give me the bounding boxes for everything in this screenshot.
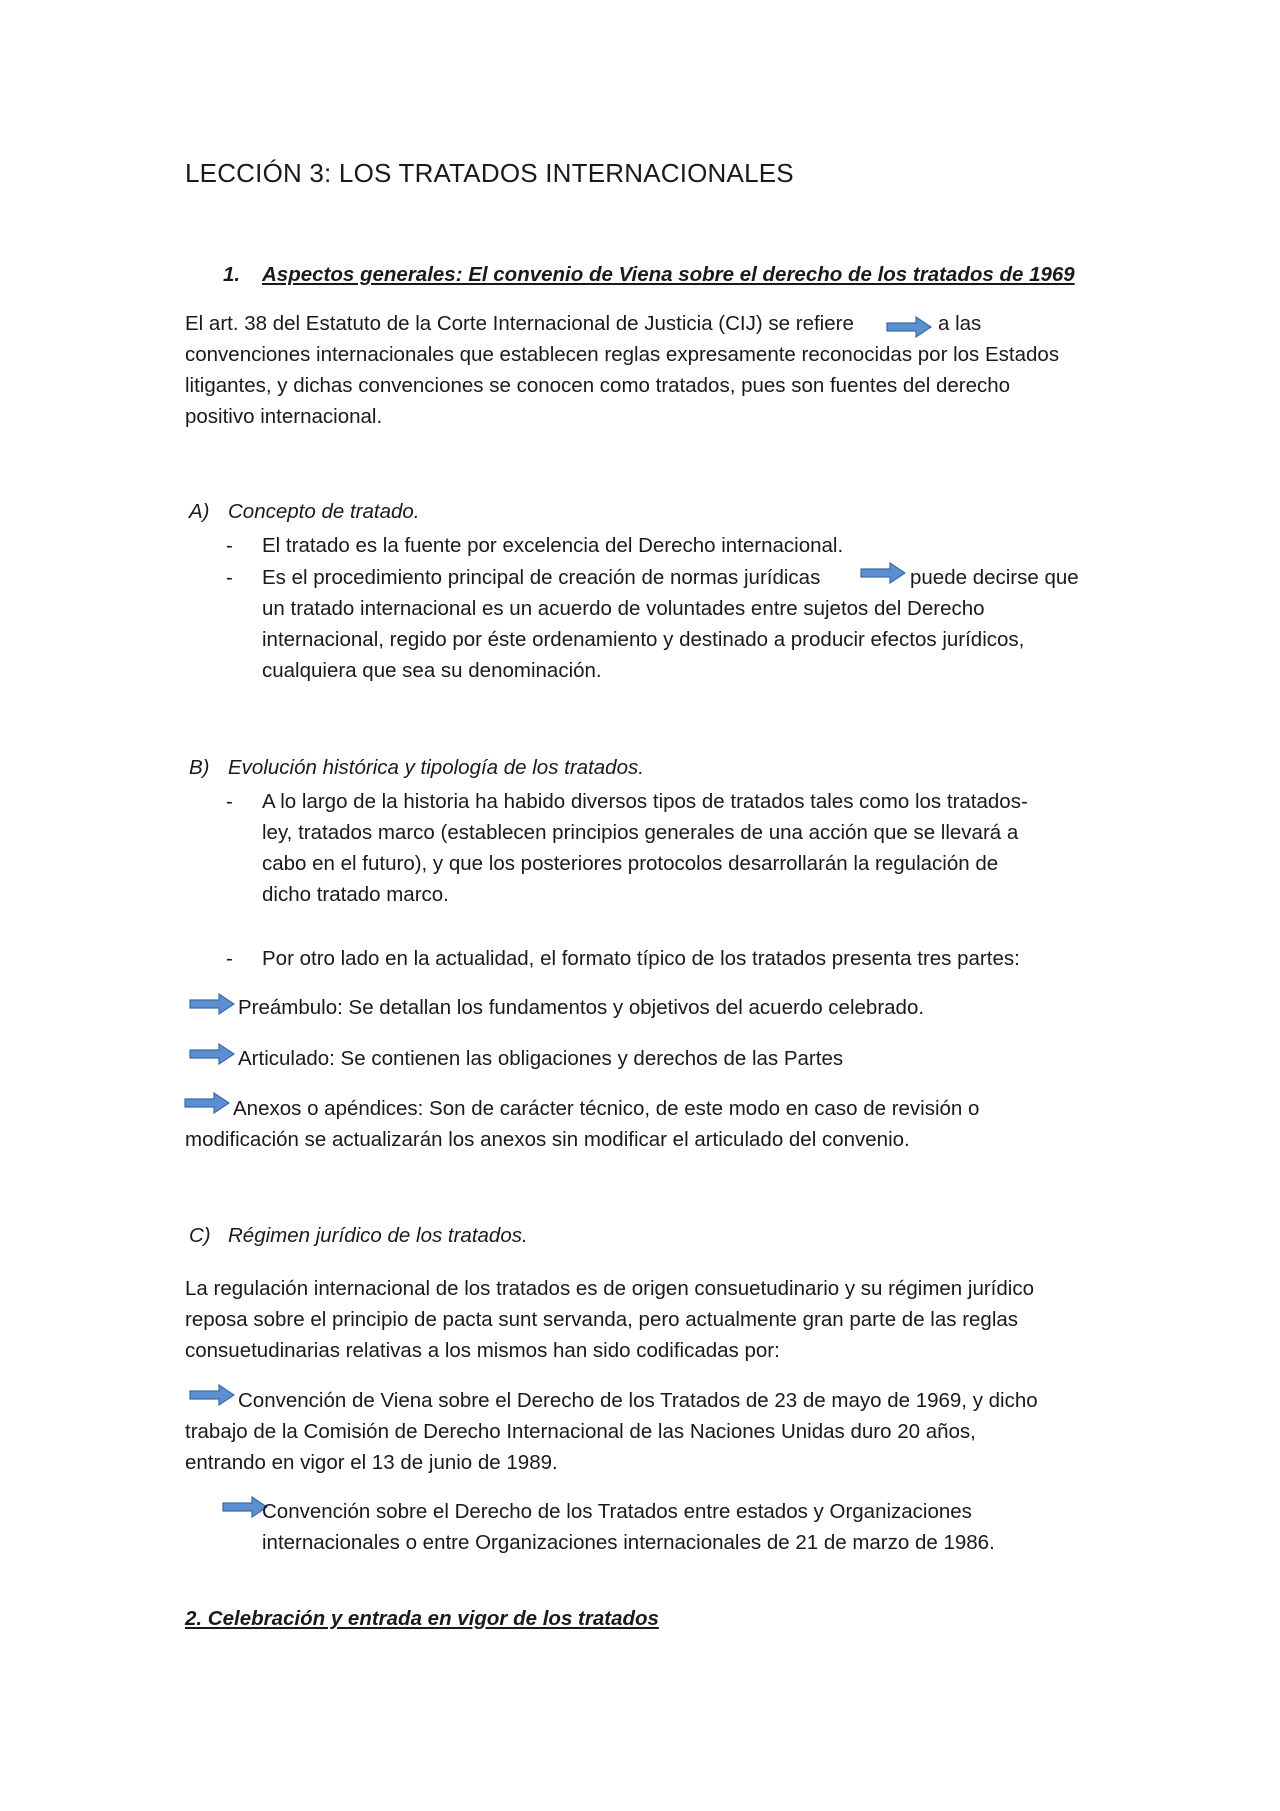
bullet-dash: - <box>226 947 233 970</box>
section-a-bullet-2-line-2: un tratado internacional es un acuerdo de voluntades entre sujetos del Derecho <box>262 597 985 620</box>
section-a-bullet-2-line-1b: puede decirse que <box>910 566 1079 589</box>
section-b-arrow-item-3-line-2: modificación se actualizarán los anexos sin modificar el articulado del convenio. <box>185 1128 910 1151</box>
arrow-right-icon <box>886 316 932 338</box>
arrow-right-icon <box>189 1384 235 1406</box>
section-a-bullet-2-line-4: cualquiera que sea su denominación. <box>262 659 602 682</box>
section-1-number: 1. <box>223 263 241 286</box>
section-c-arrow-item-1-line-3: entrando en vigor el 13 de junio de 1989. <box>185 1451 558 1474</box>
section-a-marker: A) <box>189 500 210 523</box>
arrow-right-icon <box>189 1043 235 1065</box>
page-title: LECCIÓN 3: LOS TRATADOS INTERNACIONALES <box>185 158 794 188</box>
section-b-arrow-item-3-line-1: Anexos o apéndices: Son de carácter técnico, de este modo en caso de revisión o <box>233 1097 980 1120</box>
section-c-para-line-1: La regulación internacional de los tratados es de origen consuetudinario y su régimen jurídico <box>185 1277 1034 1300</box>
section-b-bullet-2: Por otro lado en la actualidad, el formato típico de los tratados presenta tres partes: <box>262 947 1020 970</box>
section-b-bullet-1-line-2: ley, tratados marco (establecen principios generales de una acción que se llevará a <box>262 821 1019 844</box>
section-c-marker: C) <box>189 1224 211 1247</box>
section-a-heading: Concepto de tratado. <box>228 500 420 523</box>
section-c-para-line-2: reposa sobre el principio de pacta sunt servanda, pero actualmente gran parte de las reglas <box>185 1308 1019 1331</box>
section-c-arrow-item-1-line-2: trabajo de la Comisión de Derecho Internacional de las Naciones Unidas duro 20 años, <box>185 1420 976 1443</box>
arrow-right-icon <box>189 993 235 1015</box>
section-b-heading: Evolución histórica y tipología de los tratados. <box>228 756 644 779</box>
section-c-arrow-item-2-line-1: Convención sobre el Derecho de los Tratados entre estados y Organizaciones <box>262 1500 972 1523</box>
section-1-para-line-1b: a las <box>938 312 982 335</box>
section-c-heading: Régimen jurídico de los tratados. <box>228 1224 528 1247</box>
section-a-bullet-2-line-3: internacional, regido por éste ordenamiento y destinado a producir efectos jurídicos, <box>262 628 1025 651</box>
section-b-bullet-1-line-3: cabo en el futuro), y que los posteriores protocolos desarrollarán la regulación de <box>262 852 999 875</box>
section-b-bullet-1-line-4: dicho tratado marco. <box>262 883 449 906</box>
bullet-dash: - <box>226 790 233 813</box>
section-c-arrow-item-2-line-2: internacionales o entre Organizaciones internacionales de 21 de marzo de 1986. <box>262 1531 995 1554</box>
section-c-arrow-item-1-line-1: Convención de Viena sobre el Derecho de los Tratados de 23 de mayo de 1969, y dicho <box>238 1389 1038 1412</box>
section-1-heading: Aspectos generales: El convenio de Viena sobre el derecho de los tratados de 1969 <box>262 263 1075 286</box>
section-a-bullet-1: El tratado es la fuente por excelencia del Derecho internacional. <box>262 534 844 557</box>
section-1-para-line-4: positivo internacional. <box>185 405 383 428</box>
section-1-para-line-3: litigantes, y dichas convenciones se conocen como tratados, pues son fuentes del derecho <box>185 374 1011 397</box>
section-2-heading: 2. Celebración y entrada en vigor de los tratados <box>185 1607 659 1630</box>
section-b-arrow-item-1: Preámbulo: Se detallan los fundamentos y objetivos del acuerdo celebrado. <box>238 996 925 1019</box>
arrow-right-icon <box>860 562 906 584</box>
section-b-bullet-1-line-1: A lo largo de la historia ha habido diversos tipos de tratados tales como los tratados- <box>262 790 1028 813</box>
arrow-right-icon <box>184 1092 230 1114</box>
section-a-bullet-2-line-1a: Es el procedimiento principal de creación de normas jurídicas <box>262 566 821 589</box>
section-1-para-line-1a: El art. 38 del Estatuto de la Corte Internacional de Justicia (CIJ) se refiere <box>185 312 854 335</box>
section-b-marker: B) <box>189 756 210 779</box>
section-c-para-line-3: consuetudinarias relativas a los mismos han sido codificadas por: <box>185 1339 780 1362</box>
section-b-arrow-item-2: Articulado: Se contienen las obligaciones y derechos de las Partes <box>238 1047 844 1070</box>
bullet-dash: - <box>226 566 233 589</box>
section-1-para-line-2: convenciones internacionales que establecen reglas expresamente reconocidas por los Estados <box>185 343 1060 366</box>
bullet-dash: - <box>226 534 233 557</box>
